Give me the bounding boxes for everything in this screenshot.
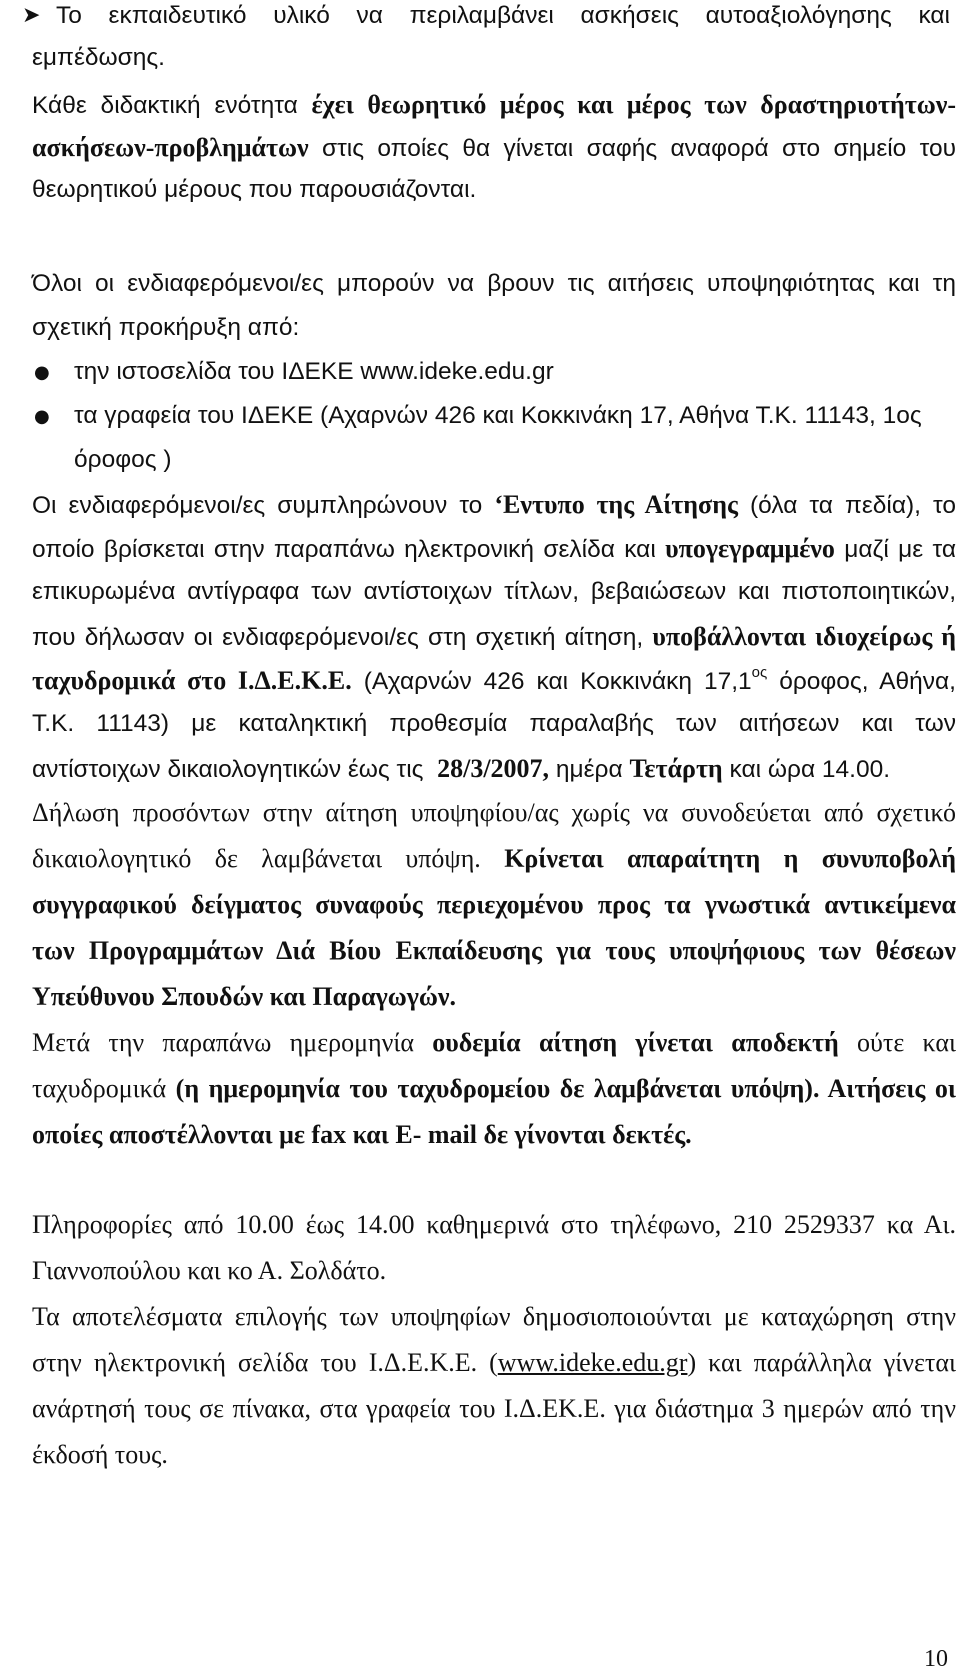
text-line: ασκήσεων-προβλημάτων στις οποίες θα γίνεται σαφής αναφορά στο σημείο του: [32, 133, 956, 162]
text-line: έκδοσή τους.: [32, 1440, 168, 1469]
text-line: Οι ενδιαφερόμενοι/ες συμπληρώνουν το ‘Εντυπο της Αίτησης (όλα τα πεδία), το: [32, 490, 956, 519]
text-line: ανάρτησή τους σε πίνακα, στα γραφεία του Ι.Δ.ΕΚ.Ε. για διάστημα 3 ημερών από την: [32, 1394, 956, 1423]
text-line: Τ.Κ. 11143) με καταληκτική προθεσμία παραλαβής των αιτήσεων και των: [32, 710, 956, 737]
text-line: συγγραφικού δείγματος συναφούς περιεχομένου προς τα γνωστικά αντικείμενα: [32, 890, 956, 919]
text-line: Όλοι οι ενδιαφερόμενοι/ες μπορούν να βρουν τις αιτήσεις υποψηφιότητας και τη: [32, 270, 956, 297]
text-line: τα γραφεία του ΙΔΕΚΕ (Αχαρνών 426 και Κοκκινάκη 17, Αθήνα Τ.Κ. 11143, 1ος: [74, 402, 922, 429]
text-line: που δήλωσαν οι ενδιαφερόμενοι/ες στη σχετική αίτηση, υποβάλλονται ιδιοχείρως ή: [32, 622, 957, 651]
text-line: Το εκπαιδευτικό υλικό να περιλαμβάνει ασκήσεις αυτοαξιολόγησης και: [56, 2, 950, 29]
text-line: Πληροφορίες από 10.00 έως 14.00 καθημερινά στο τηλέφωνο, 210 2529337 κα Αι.: [32, 1210, 956, 1239]
text-line: δικαιολογητικό δε λαμβάνεται υπόψη. Κρίνεται απαραίτητη η συνυποβολή: [32, 844, 957, 873]
text-line: Δήλωση προσόντων στην αίτηση υποψηφίου/ας χωρίς να συνοδεύεται από σχετικό: [32, 798, 956, 827]
text-line: στην ηλεκτρονική σελίδα του Ι.Δ.Ε.Κ.Ε. (www.ideke.edu.gr) και παράλληλα γίνεται: [32, 1348, 956, 1377]
text-line: εμπέδωσης.: [32, 44, 165, 71]
text-line: θεωρητικού μέρους που παρουσιάζονται.: [32, 176, 477, 203]
text-line: των Προγραμμάτων Διά Βίου Εκπαίδευσης για τους υποψήφιους των θέσεων: [32, 936, 956, 965]
text-line: σχετική προκήρυξη από:: [32, 314, 300, 341]
text-line: αντίστοιχων δικαιολογητικών έως τις 28/3/2007, ημέρα Τετάρτη και ώρα 14.00.: [32, 754, 891, 783]
text-line: Γιαννοπούλου και κο Α. Σολδάτο.: [32, 1256, 387, 1285]
text-line: ταχυδρομικά (η ημερομηνία του ταχυδρομείου δε λαμβάνεται υπόψη). Αιτήσεις οι: [32, 1074, 956, 1103]
text-line: όροφος ): [74, 446, 172, 473]
dot-bullet-icon: ●: [34, 362, 50, 383]
text-line: την ιστοσελίδα του ΙΔΕΚΕ www.ideke.edu.gr: [74, 358, 554, 385]
text-line: οποίες αποστέλλονται με fax και E- mail δε γίνονται δεκτές.: [32, 1120, 692, 1149]
arrow-bullet-icon: ➤: [22, 3, 41, 28]
ideke-link[interactable]: www.ideke.edu.gr: [497, 1348, 688, 1377]
text-line: Υπεύθυνου Σπουδών και Παραγωγών.: [32, 982, 457, 1011]
page-number: 10: [924, 1646, 948, 1672]
text-line: ταχυδρομικά στο Ι.Δ.Ε.Κ.Ε. (Αχαρνών 426 και Κοκκινάκη $17,1^{o\varsigma}$ όροφος, Αθήνα,: [32, 664, 956, 695]
text-line: οποίο βρίσκεται στην παραπάνω ηλεκτρονική σελίδα και υπογεγραμμένο μαζί με τα: [32, 534, 957, 563]
text-line: Μετά την παραπάνω ημερομηνία ουδεμία αίτηση γίνεται αποδεκτή ούτε και: [32, 1028, 957, 1057]
dot-bullet-icon: ●: [34, 406, 50, 427]
text-line: επικυρωμένα αντίγραφα των αντίστοιχων τίτλων, βεβαιώσεων και πιστοποιητικών,: [32, 578, 956, 605]
text-line: Τα αποτελέσματα επιλογής των υποψηφίων δημοσιοποιούνται με καταχώρηση στην: [32, 1302, 956, 1331]
text-line: Κάθε διδακτική ενότητα έχει θεωρητικό μέρος και μέρος των δραστηριοτήτων-: [32, 90, 957, 119]
